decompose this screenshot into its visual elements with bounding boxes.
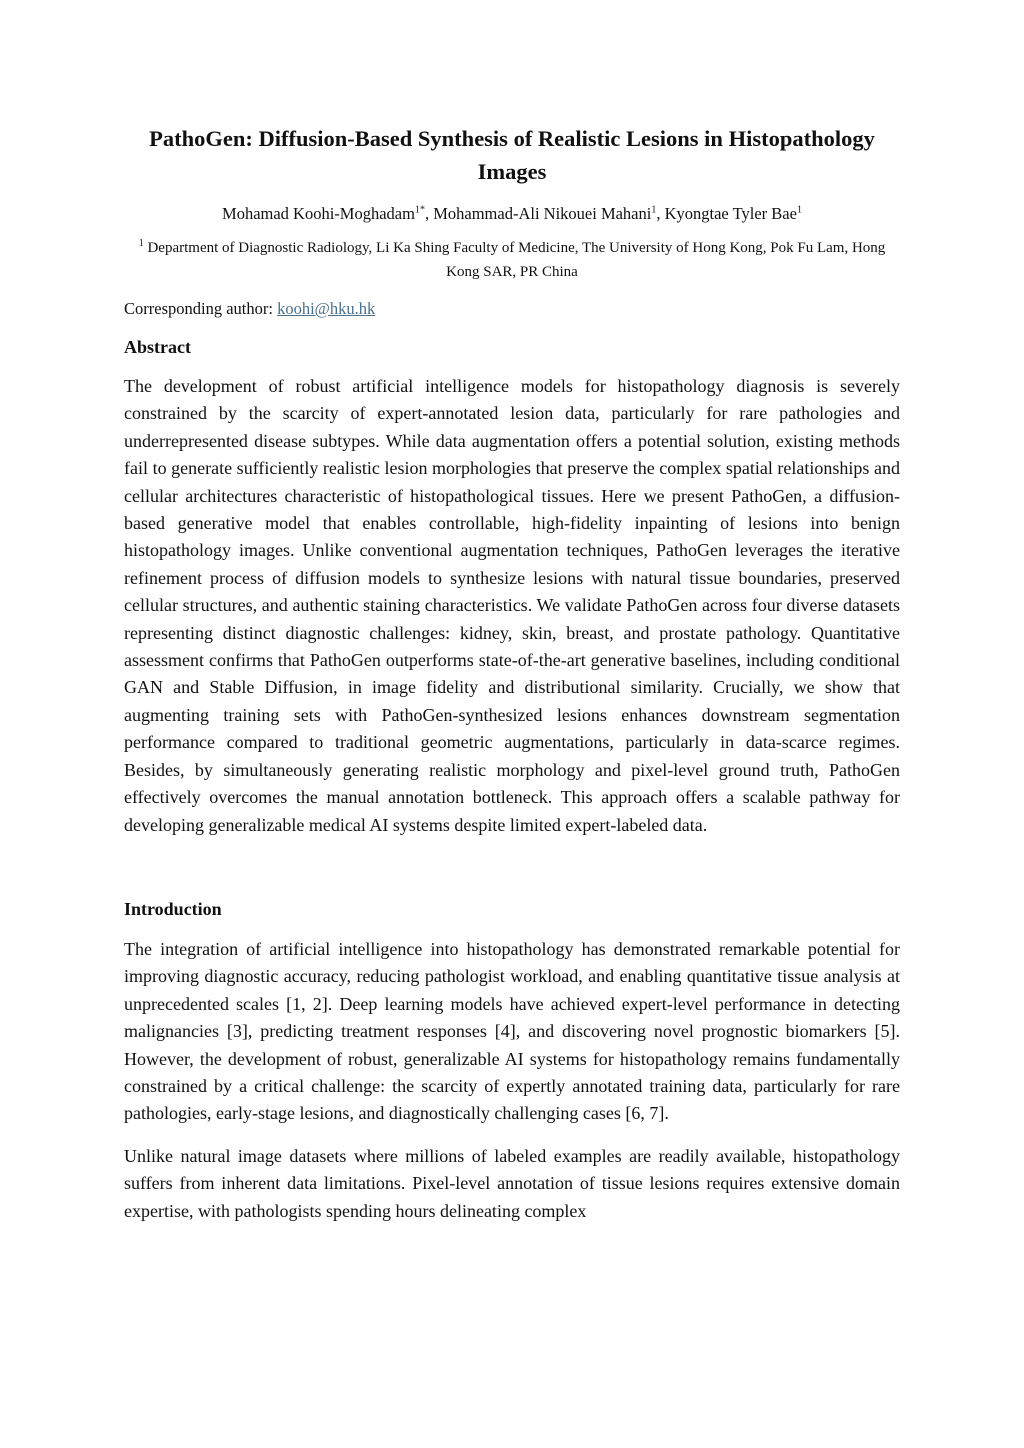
author-affiliation-marker: 1 xyxy=(651,204,657,216)
author-name: Kyongtae Tyler Bae xyxy=(664,204,797,223)
author-separator: , xyxy=(424,204,434,223)
corresponding-email-link[interactable]: koohi@hku.hk xyxy=(277,299,376,318)
author-name: Mohamad Koohi-Moghadam xyxy=(222,204,415,223)
corresponding-author-label: Corresponding author: xyxy=(124,299,278,318)
author-affiliation-marker: 1* xyxy=(414,204,425,216)
author-separator: , xyxy=(656,204,665,223)
author-list xyxy=(124,202,900,226)
introduction-heading: Introduction xyxy=(124,898,222,919)
affiliation-marker: 1 xyxy=(138,238,144,249)
author-name: Mohammad-Ali Nikouei Mahani xyxy=(433,204,652,223)
affiliation-text: Department of Diagnostic Radiology, Li Ka Shing Faculty of Medicine, The University of Hong Kong, Pok Fu Lam, Hong Kong SAR, PR China xyxy=(143,240,886,280)
paper-page xyxy=(124,122,900,1225)
author-affiliation-marker: 1 xyxy=(796,204,802,216)
corresponding-author xyxy=(124,297,900,321)
introduction-paragraph: The integration of artificial intelligence into histopathology has demonstrated remarkable potential for improving diagnostic accuracy, reducing pathologist workload, and enabling quantitative tissue analysis at unprecedented scales [1, 2]. Deep learning models have achieved expert-level performance in detecting malignancies [3], predicting treatment responses [4], and discovering novel prognostic biomarkers [5]. However, the development of robust, generalizable AI systems for histopathology remains fundamentally constrained by a critical challenge: the scarcity of expertly annotated training data, particularly for rare pathologies, early-stage lesions, and diagnostically challenging cases [6, 7]. xyxy=(124,938,900,1124)
introduction-paragraph: Unlike natural image datasets where millions of labeled examples are readily available, histopathology suffers from inherent data limitations. Pixel-level annotation of tissue lesions requires extensive domain expertise, with pathologists spending hours delineating complex xyxy=(124,1145,900,1221)
paper-title: PathoGen: Diffusion-Based Synthesis of Realistic Lesions in Histopathology Images xyxy=(149,126,875,184)
affiliation xyxy=(124,236,900,284)
abstract-heading: Abstract xyxy=(124,337,191,357)
abstract-text: The development of robust artificial intelligence models for histopathology diagnosis is severely constrained by the scarcity of expert-annotated lesion data, particularly for rare pathologies and underrepresented disease subtypes. While data augmentation offers a potential solution, existing methods fail to generate sufficiently realistic lesion morphologies that preserve the complex spatial relationships and cellular architectures characteristic of histopathological tissues. Here we present PathoGen, a diffusion-based generative model that enables controllable, high-fidelity inpainting of lesions into benign histopathology images. Unlike conventional augmentation techniques, PathoGen leverages the iterative refinement process of diffusion models to synthesize lesions with natural tissue boundaries, preserved cellular structures, and authentic staining characteristics. We validate PathoGen across four diverse datasets representing distinct diagnostic challenges: kidney, skin, breast, and prostate pathology. Quantitative assessment confirms that PathoGen outperforms state-of-the-art generative baselines, including conditional GAN and Stable Diffusion, in image fidelity and distributional similarity. Crucially, we show that augmenting training sets with PathoGen-synthesized lesions enhances downstream segmentation performance compared to traditional geometric augmentations, particularly in data-scarce regimes. Besides, by simultaneously generating realistic morphology and pixel-level ground truth, PathoGen effectively overcomes the manual annotation bottleneck. This approach offers a scalable pathway for developing generalizable medical AI systems despite limited expert-labeled data. xyxy=(124,376,900,835)
